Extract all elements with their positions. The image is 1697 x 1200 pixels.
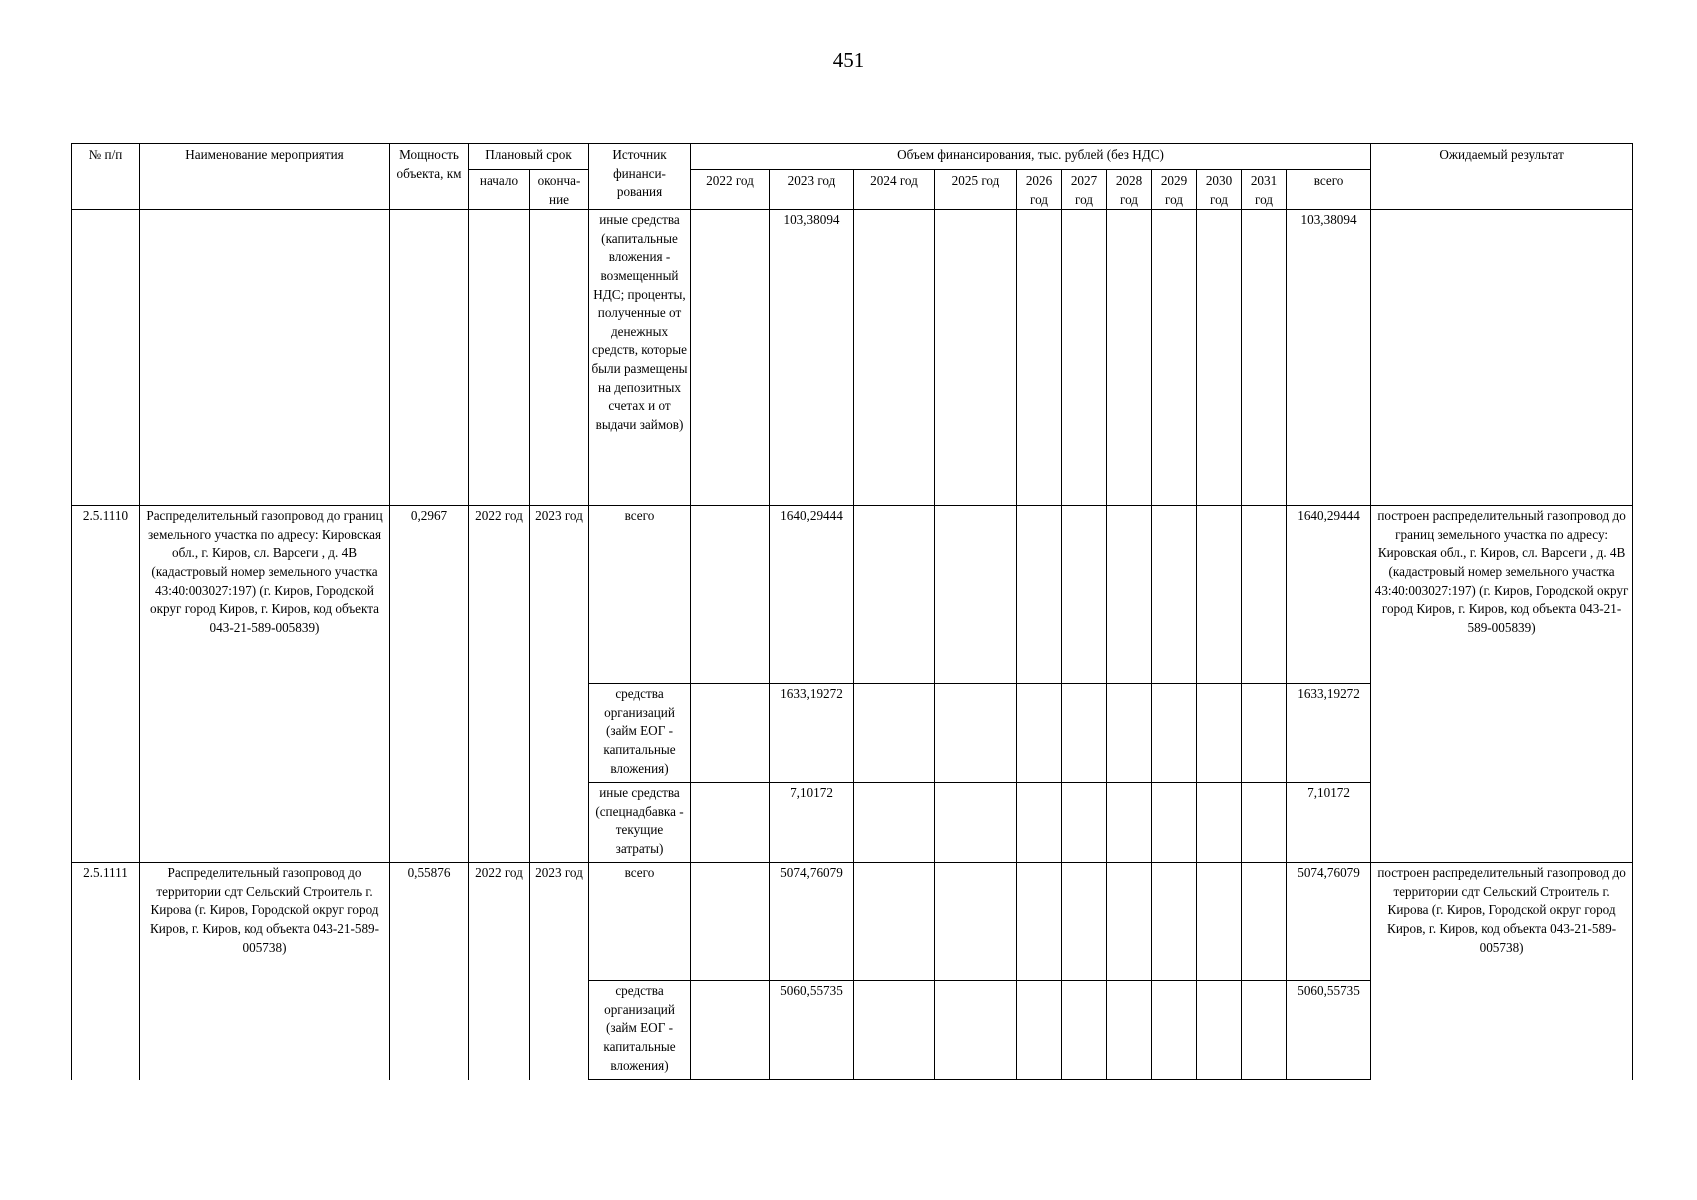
header-num: № п/п (72, 144, 140, 210)
cell-source: иные средства (спецнадбавка - текущие затраты) (589, 783, 691, 863)
cell-y2022 (691, 210, 770, 506)
cell-y2031 (1242, 863, 1287, 981)
cell-y2025 (935, 981, 1017, 1080)
cell-y2030 (1197, 783, 1242, 863)
cell-y2026 (1017, 783, 1062, 863)
cell-y2028 (1107, 981, 1152, 1080)
cell-num (72, 210, 140, 506)
cell-source: всего (589, 863, 691, 981)
header-year-2028: 2028 год (1107, 170, 1152, 210)
cell-source: всего (589, 506, 691, 684)
page-number: 451 (832, 48, 865, 72)
cell-y2027 (1062, 506, 1107, 684)
cell-num: 2.5.1111 (72, 863, 140, 1080)
cell-y2031 (1242, 210, 1287, 506)
cell-y2029 (1152, 684, 1197, 783)
header-name: Наименование мероприятия (140, 144, 390, 210)
cell-y2022 (691, 506, 770, 684)
header-year-2026: 2026 год (1017, 170, 1062, 210)
header-year-2022: 2022 год (691, 170, 770, 210)
cell-y2028 (1107, 506, 1152, 684)
cell-result (1371, 210, 1633, 506)
cell-y2025 (935, 210, 1017, 506)
cell-y2025 (935, 506, 1017, 684)
cell-source: иные средства (капитальные вложения - возмещенный НДС; проценты, полученные от денежных средств, которые были размещены на депозитных счетах и от выдачи займов) (589, 210, 691, 506)
table-row (72, 210, 1633, 506)
cell-y2026 (1017, 981, 1062, 1080)
cell-total: 7,10172 (1287, 783, 1371, 863)
table-row (72, 506, 1633, 684)
header-funding: Объем финансирования, тыс. рублей (без НДС) (691, 144, 1371, 170)
cell-y2025 (935, 863, 1017, 981)
header-year-2029: 2029 год (1152, 170, 1197, 210)
header-plan-term: Плановый срок (469, 144, 589, 170)
cell-result: построен распределительный газопровод до границ земельного участка по адресу: Кировская обл., г. Киров, сл. Варсеги , д. 4В (кадастровый номер земельного участка 43:40:003027:197) (г. Киров, Городской округ город Киров, г. Киров, код объекта 043-21-589-005839) (1371, 506, 1633, 863)
cell-y2030 (1197, 863, 1242, 981)
cell-capacity (390, 210, 469, 506)
cell-total: 5060,55735 (1287, 981, 1371, 1080)
cell-y2026 (1017, 506, 1062, 684)
cell-y2024 (854, 684, 935, 783)
cell-y2030 (1197, 684, 1242, 783)
cell-y2024 (854, 783, 935, 863)
cell-y2024 (854, 863, 935, 981)
cell-total: 103,38094 (1287, 210, 1371, 506)
cell-y2023: 5074,76079 (770, 863, 854, 981)
cell-name (140, 210, 390, 506)
cell-total: 1640,29444 (1287, 506, 1371, 684)
cell-y2026 (1017, 684, 1062, 783)
cell-y2027 (1062, 210, 1107, 506)
cell-num: 2.5.1110 (72, 506, 140, 863)
cell-y2029 (1152, 210, 1197, 506)
header-row-top (72, 144, 1633, 170)
header-result: Ожидаемый результат (1371, 144, 1633, 210)
cell-total: 5074,76079 (1287, 863, 1371, 981)
cell-end: 2023 год (530, 506, 589, 863)
cell-y2031 (1242, 981, 1287, 1080)
cell-y2028 (1107, 783, 1152, 863)
cell-y2024 (854, 506, 935, 684)
cell-y2031 (1242, 506, 1287, 684)
cell-source: средства организаций (займ ЕОГ - капитальные вложения) (589, 981, 691, 1080)
cell-y2030 (1197, 506, 1242, 684)
header-year-2031: 2031 год (1242, 170, 1287, 210)
cell-capacity: 0,2967 (390, 506, 469, 863)
header-year-2024: 2024 год (854, 170, 935, 210)
cell-name: Распределительный газопровод до границ земельного участка по адресу: Кировская обл., г. Киров, сл. Варсеги , д. 4В (кадастровый номер земельного участка 43:40:003027:197) (г. Киров, Городской округ город Киров, г. Киров, код объекта 043-21-589-005839) (140, 506, 390, 863)
table-row (72, 863, 1633, 981)
cell-y2022 (691, 684, 770, 783)
cell-end (530, 210, 589, 506)
cell-y2027 (1062, 783, 1107, 863)
cell-name: Распределительный газопровод до территории сдт Сельский Строитель г. Кирова (г. Киров, Городской округ город Киров, г. Киров, код объекта 043-21-589-005738) (140, 863, 390, 1080)
header-end: оконча-ние (530, 170, 589, 210)
cell-y2031 (1242, 783, 1287, 863)
cell-total: 1633,19272 (1287, 684, 1371, 783)
cell-y2029 (1152, 981, 1197, 1080)
header-year-2025: 2025 год (935, 170, 1017, 210)
cell-y2022 (691, 981, 770, 1080)
cell-end: 2023 год (530, 863, 589, 1080)
cell-y2031 (1242, 684, 1287, 783)
cell-y2024 (854, 210, 935, 506)
cell-y2028 (1107, 210, 1152, 506)
cell-y2030 (1197, 981, 1242, 1080)
header-year-2027: 2027 год (1062, 170, 1107, 210)
cell-y2028 (1107, 863, 1152, 981)
cell-y2023: 1640,29444 (770, 506, 854, 684)
cell-y2026 (1017, 210, 1062, 506)
cell-y2022 (691, 783, 770, 863)
cell-source: средства организаций (займ ЕОГ - капитальные вложения) (589, 684, 691, 783)
cell-y2023: 5060,55735 (770, 981, 854, 1080)
cell-y2029 (1152, 506, 1197, 684)
cell-y2026 (1017, 863, 1062, 981)
cell-start (469, 210, 530, 506)
cell-y2028 (1107, 684, 1152, 783)
funding-table (71, 143, 1633, 1080)
header-year-2023: 2023 год (770, 170, 854, 210)
cell-y2029 (1152, 863, 1197, 981)
cell-y2025 (935, 684, 1017, 783)
cell-y2022 (691, 863, 770, 981)
cell-y2024 (854, 981, 935, 1080)
cell-y2027 (1062, 684, 1107, 783)
header-total: всего (1287, 170, 1371, 210)
cell-y2023: 7,10172 (770, 783, 854, 863)
cell-y2027 (1062, 863, 1107, 981)
cell-capacity: 0,55876 (390, 863, 469, 1080)
header-start: начало (469, 170, 530, 210)
cell-y2030 (1197, 210, 1242, 506)
header-capacity: Мощность объекта, км (390, 144, 469, 210)
cell-start: 2022 год (469, 506, 530, 863)
cell-result: построен распределительный газопровод до территории сдт Сельский Строитель г. Кирова (г. Киров, Городской округ город Киров, г. Киров, код объекта 043-21-589-005738) (1371, 863, 1633, 1080)
cell-y2027 (1062, 981, 1107, 1080)
header-year-2030: 2030 год (1197, 170, 1242, 210)
cell-start: 2022 год (469, 863, 530, 1080)
cell-y2023: 103,38094 (770, 210, 854, 506)
cell-y2029 (1152, 783, 1197, 863)
cell-y2025 (935, 783, 1017, 863)
cell-y2023: 1633,19272 (770, 684, 854, 783)
header-source: Источник финанси-рования (589, 144, 691, 210)
